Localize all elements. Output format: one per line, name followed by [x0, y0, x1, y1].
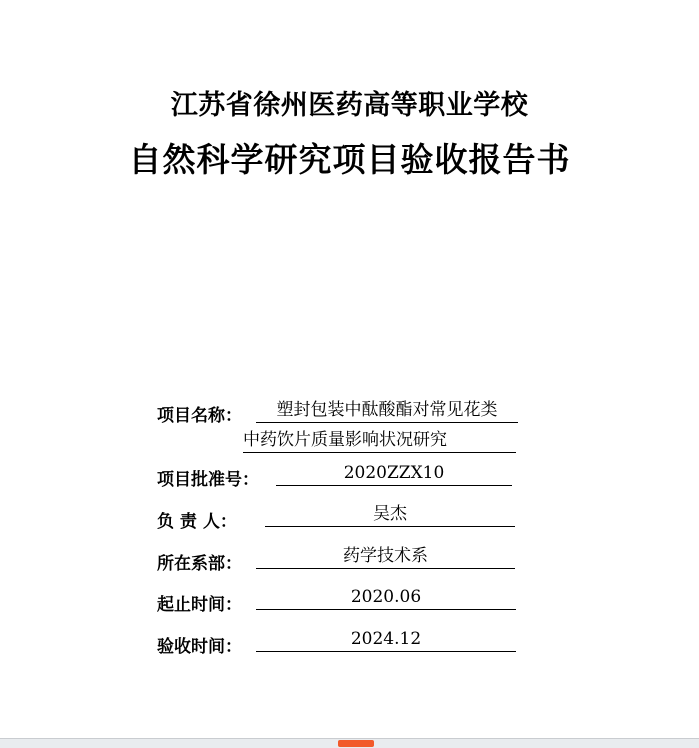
approval-number-label: 项目批准号： [157, 470, 259, 490]
department-value: 药学技术系 [256, 545, 515, 569]
project-name-value-line1: 塑封包装中酞酸酯对常见花类 [256, 399, 518, 423]
approval-number-value: 2020ZZX10 [276, 462, 512, 486]
bottom-accent-mark [338, 740, 374, 747]
leader-label: 负 责 人： [157, 512, 237, 532]
institution-title: 江苏省徐州医药高等职业学校 [170, 90, 529, 121]
acceptance-time-label: 验收时间： [157, 637, 242, 657]
period-label: 起止时间： [157, 595, 242, 615]
project-name-value-line2: 中药饮片质量影响状况研究 [243, 429, 516, 453]
project-name-label: 项目名称： [157, 406, 242, 426]
report-title: 自然科学研究项目验收报告书 [128, 140, 571, 179]
leader-value: 吴杰 [265, 503, 515, 527]
acceptance-time-value: 2024.12 [256, 628, 516, 652]
period-value: 2020.06 [256, 586, 516, 610]
department-label: 所在系部： [157, 554, 242, 574]
